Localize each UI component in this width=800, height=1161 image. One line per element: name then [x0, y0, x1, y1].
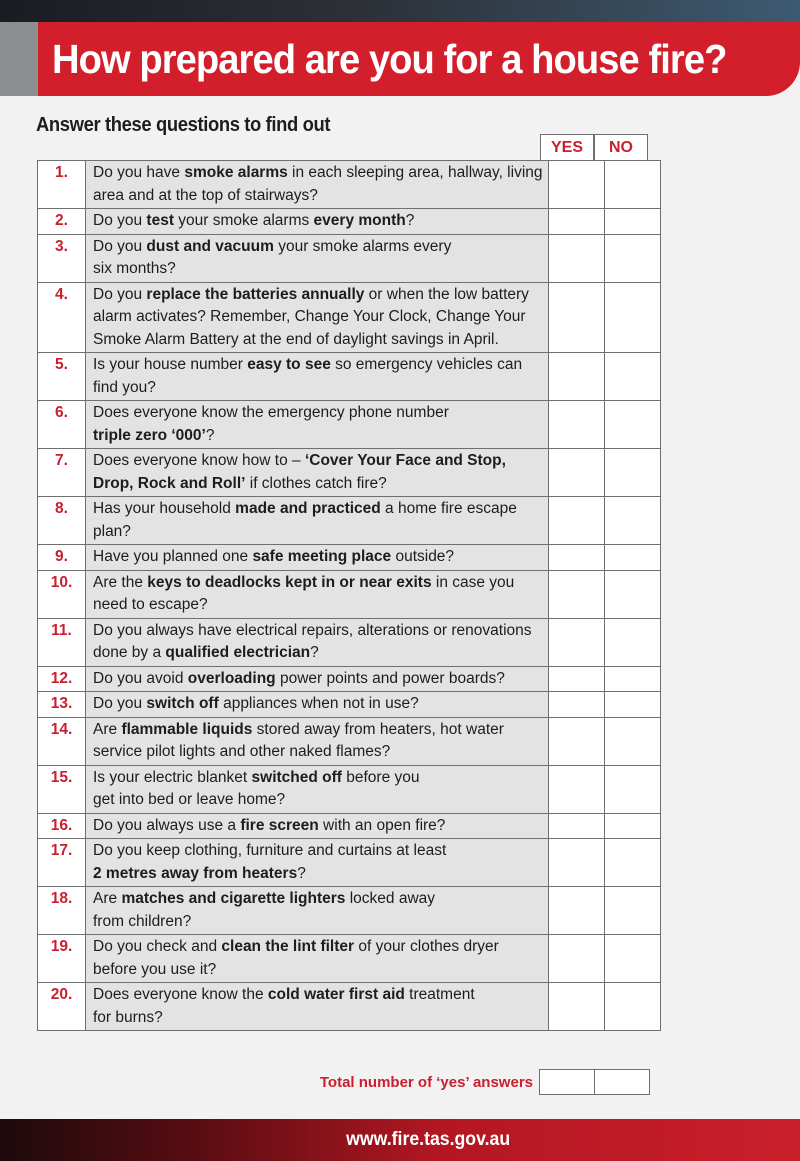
question-number: 10.	[38, 570, 86, 618]
question-text-segment: stored away from heaters, hot water service pilot lights and other naked flames?	[93, 720, 504, 760]
question-emphasis: matches and cigarette lighters	[121, 890, 346, 907]
question-number: 7.	[38, 449, 86, 497]
title-accent-block	[0, 22, 38, 96]
question-row	[38, 545, 661, 571]
question-text-segment: Does everyone know the	[93, 986, 268, 1003]
question-text-segment: ?	[205, 426, 215, 444]
no-checkbox-cell[interactable]	[605, 161, 661, 209]
question-number: 16.	[38, 813, 86, 839]
question-text-segment: in each sleeping area, hallway, living area and at the top of stairways?	[93, 164, 543, 204]
question-emphasis: every month	[313, 212, 406, 229]
total-no-box[interactable]	[594, 1069, 650, 1095]
question-emphasis: fire screen	[240, 816, 319, 834]
question-text-segment: treatment	[404, 986, 475, 1003]
question-emphasis: cold water first aid	[267, 986, 405, 1003]
question-text-segment: Do you	[93, 212, 147, 229]
question-row	[38, 234, 661, 282]
total-label: Total number of ‘yes’ answers	[319, 1074, 533, 1091]
question-row	[38, 449, 661, 497]
yes-checkbox-cell[interactable]	[549, 570, 605, 618]
yes-column-header: YES	[540, 134, 594, 160]
no-checkbox-cell[interactable]	[605, 887, 661, 935]
no-checkbox-cell[interactable]	[605, 983, 661, 1031]
question-row	[38, 813, 661, 839]
question-text	[86, 234, 549, 282]
question-row	[38, 353, 661, 401]
yes-checkbox-cell[interactable]	[549, 545, 605, 571]
question-text	[86, 282, 549, 353]
question-emphasis: test	[146, 212, 174, 229]
question-number: 12.	[38, 666, 86, 692]
no-checkbox-cell[interactable]	[605, 839, 661, 887]
no-checkbox-cell[interactable]	[605, 765, 661, 813]
question-text-segment: Has your household	[93, 500, 236, 517]
question-text-segment: Do you	[93, 695, 147, 712]
question-text	[86, 983, 549, 1031]
question-text	[86, 666, 549, 692]
question-row	[38, 887, 661, 935]
question-text	[86, 935, 549, 983]
question-emphasis: ‘Cover Your Face and Stop, Drop, Rock and Roll’	[93, 452, 506, 492]
question-text-segment: Is your electric blanket	[93, 768, 252, 786]
no-checkbox-cell[interactable]	[605, 353, 661, 401]
questions-table	[37, 160, 661, 1031]
yes-checkbox-cell[interactable]	[549, 983, 605, 1031]
title-banner	[38, 22, 800, 96]
question-emphasis: smoke alarms	[184, 164, 288, 181]
question-number: 8.	[38, 497, 86, 545]
yes-checkbox-cell[interactable]	[549, 209, 605, 235]
question-text	[86, 449, 549, 497]
question-emphasis: clean the lint filter	[221, 938, 355, 955]
question-text-segment: from children?	[93, 912, 192, 930]
question-text	[86, 717, 549, 765]
yes-checkbox-cell[interactable]	[549, 282, 605, 353]
yes-checkbox-cell[interactable]	[549, 234, 605, 282]
no-checkbox-cell[interactable]	[605, 618, 661, 666]
question-number: 18.	[38, 887, 86, 935]
question-text-segment: Does everyone know how to –	[93, 452, 305, 469]
no-checkbox-cell[interactable]	[605, 209, 661, 235]
yes-checkbox-cell[interactable]	[549, 813, 605, 839]
yes-checkbox-cell[interactable]	[549, 887, 605, 935]
question-text	[86, 839, 549, 887]
question-text-segment: Have you planned one	[93, 548, 253, 565]
yes-checkbox-cell[interactable]	[549, 839, 605, 887]
question-number: 6.	[38, 401, 86, 449]
yes-checkbox-cell[interactable]	[549, 717, 605, 765]
question-text-segment: appliances when not in use?	[218, 695, 419, 712]
question-text-segment: Do you always have electrical repairs, alterations or renovations done by a	[93, 621, 532, 661]
footer-url[interactable]: www.fire.tas.gov.au	[345, 1129, 510, 1150]
no-checkbox-cell[interactable]	[605, 717, 661, 765]
question-number: 4.	[38, 282, 86, 353]
question-text	[86, 209, 549, 235]
question-text-segment: Are the	[93, 573, 148, 591]
question-row	[38, 983, 661, 1031]
question-text-segment: in case you need to escape?	[93, 573, 515, 613]
question-emphasis: overloading	[187, 669, 276, 687]
question-emphasis: flammable liquids	[121, 720, 253, 738]
question-number: 15.	[38, 765, 86, 813]
yes-checkbox-cell[interactable]	[549, 401, 605, 449]
question-text-segment: Does everyone know the emergency phone number	[93, 404, 449, 421]
no-checkbox-cell[interactable]	[605, 282, 661, 353]
no-checkbox-cell[interactable]	[605, 449, 661, 497]
question-text-segment: Do you always use a	[93, 816, 241, 834]
question-text	[86, 401, 549, 449]
yes-checkbox-cell[interactable]	[549, 449, 605, 497]
question-text-segment: or when the low battery alarm activates? Remember, Change Your Clock, Change Your Smoke Alarm Battery at the end of daylight savings in April.	[93, 285, 529, 348]
yes-checkbox-cell[interactable]	[549, 618, 605, 666]
question-text	[86, 570, 549, 618]
question-text-segment: power points and power boards?	[275, 669, 505, 687]
no-checkbox-cell[interactable]	[605, 497, 661, 545]
question-row	[38, 839, 661, 887]
footer-banner	[0, 1119, 800, 1161]
question-number: 11.	[38, 618, 86, 666]
no-checkbox-cell[interactable]	[605, 813, 661, 839]
question-row	[38, 935, 661, 983]
question-text-segment: Do you	[93, 237, 147, 255]
question-text	[86, 618, 549, 666]
question-text-segment: Are	[93, 890, 122, 907]
question-number: 20.	[38, 983, 86, 1031]
question-number: 5.	[38, 353, 86, 401]
yes-checkbox-cell[interactable]	[549, 935, 605, 983]
question-text	[86, 161, 549, 209]
question-text-segment: get into bed or leave home?	[93, 791, 286, 808]
question-text-segment: if clothes catch fire?	[245, 474, 387, 492]
question-number: 1.	[38, 161, 86, 209]
question-emphasis: made and practiced	[235, 500, 381, 517]
no-checkbox-cell[interactable]	[605, 570, 661, 618]
question-text-segment: your smoke alarms	[174, 212, 314, 229]
question-row	[38, 618, 661, 666]
page-title: How prepared are you for a house fire?	[52, 36, 727, 82]
question-text	[86, 813, 549, 839]
question-emphasis: switch off	[146, 695, 219, 712]
question-text-segment: Is your house number	[93, 356, 248, 373]
question-text-segment: of your clothes dryer before you use it?	[93, 938, 499, 978]
question-number: 19.	[38, 935, 86, 983]
question-emphasis: 2 metres away from heaters	[93, 864, 298, 882]
question-row	[38, 209, 661, 235]
question-text-segment: outside?	[391, 548, 455, 565]
question-text-segment: Do you avoid	[93, 669, 188, 687]
yes-checkbox-cell[interactable]	[549, 692, 605, 718]
question-emphasis: replace the batteries annually	[146, 285, 365, 303]
no-checkbox-cell[interactable]	[605, 666, 661, 692]
question-row	[38, 717, 661, 765]
question-row	[38, 765, 661, 813]
question-text	[86, 353, 549, 401]
question-text-segment: before you	[341, 768, 420, 786]
no-column-header: NO	[594, 134, 648, 160]
question-text-segment: Do you have	[93, 164, 185, 181]
question-row	[38, 161, 661, 209]
top-banner	[0, 0, 800, 22]
question-row	[38, 401, 661, 449]
yes-checkbox-cell[interactable]	[549, 666, 605, 692]
question-row	[38, 570, 661, 618]
question-text	[86, 765, 549, 813]
question-text-segment: Do you keep clothing, furniture and curtains at least	[93, 842, 447, 859]
question-emphasis: keys to deadlocks kept in or near exits	[147, 573, 432, 591]
question-row	[38, 282, 661, 353]
no-checkbox-cell[interactable]	[605, 545, 661, 571]
no-checkbox-cell[interactable]	[605, 234, 661, 282]
question-emphasis: qualified electrician	[165, 644, 311, 661]
total-row	[37, 1070, 649, 1095]
no-checkbox-cell[interactable]	[605, 935, 661, 983]
no-checkbox-cell[interactable]	[605, 401, 661, 449]
question-text	[86, 692, 549, 718]
yes-checkbox-cell[interactable]	[549, 353, 605, 401]
question-text-segment: ?	[405, 212, 415, 229]
question-number: 13.	[38, 692, 86, 718]
question-text-segment: locked away	[345, 890, 436, 907]
question-text-segment: a home fire escape plan?	[93, 500, 517, 540]
question-text-segment: for burns?	[93, 1008, 163, 1026]
question-emphasis: easy to see	[247, 356, 331, 373]
question-text-segment: Do you check and	[93, 938, 222, 955]
question-row	[38, 497, 661, 545]
question-row	[38, 666, 661, 692]
question-number: 3.	[38, 234, 86, 282]
question-number: 9.	[38, 545, 86, 571]
yes-checkbox-cell[interactable]	[549, 161, 605, 209]
question-text-segment: with an open fire?	[318, 816, 446, 834]
question-text	[86, 545, 549, 571]
question-number: 14.	[38, 717, 86, 765]
question-text-segment: Do you	[93, 285, 147, 303]
question-text	[86, 887, 549, 935]
question-emphasis: dust and vacuum	[146, 237, 274, 255]
question-number: 2.	[38, 209, 86, 235]
subtitle: Answer these questions to find out	[36, 114, 331, 136]
no-checkbox-cell[interactable]	[605, 692, 661, 718]
total-yes-box[interactable]	[539, 1069, 595, 1095]
question-emphasis: safe meeting place	[252, 548, 392, 565]
question-text-segment: ?	[310, 644, 319, 661]
question-text	[86, 497, 549, 545]
question-text-segment: six months?	[93, 260, 176, 277]
question-number: 17.	[38, 839, 86, 887]
question-row	[38, 692, 661, 718]
yes-checkbox-cell[interactable]	[549, 497, 605, 545]
question-text-segment: Are	[93, 720, 122, 738]
yes-checkbox-cell[interactable]	[549, 765, 605, 813]
question-text-segment: ?	[297, 864, 306, 882]
question-text-segment: your smoke alarms every	[273, 237, 452, 255]
question-emphasis: switched off	[251, 768, 342, 786]
question-text-segment: so emergency vehicles can find you?	[93, 356, 523, 396]
question-emphasis: triple zero ‘000’	[93, 426, 206, 444]
